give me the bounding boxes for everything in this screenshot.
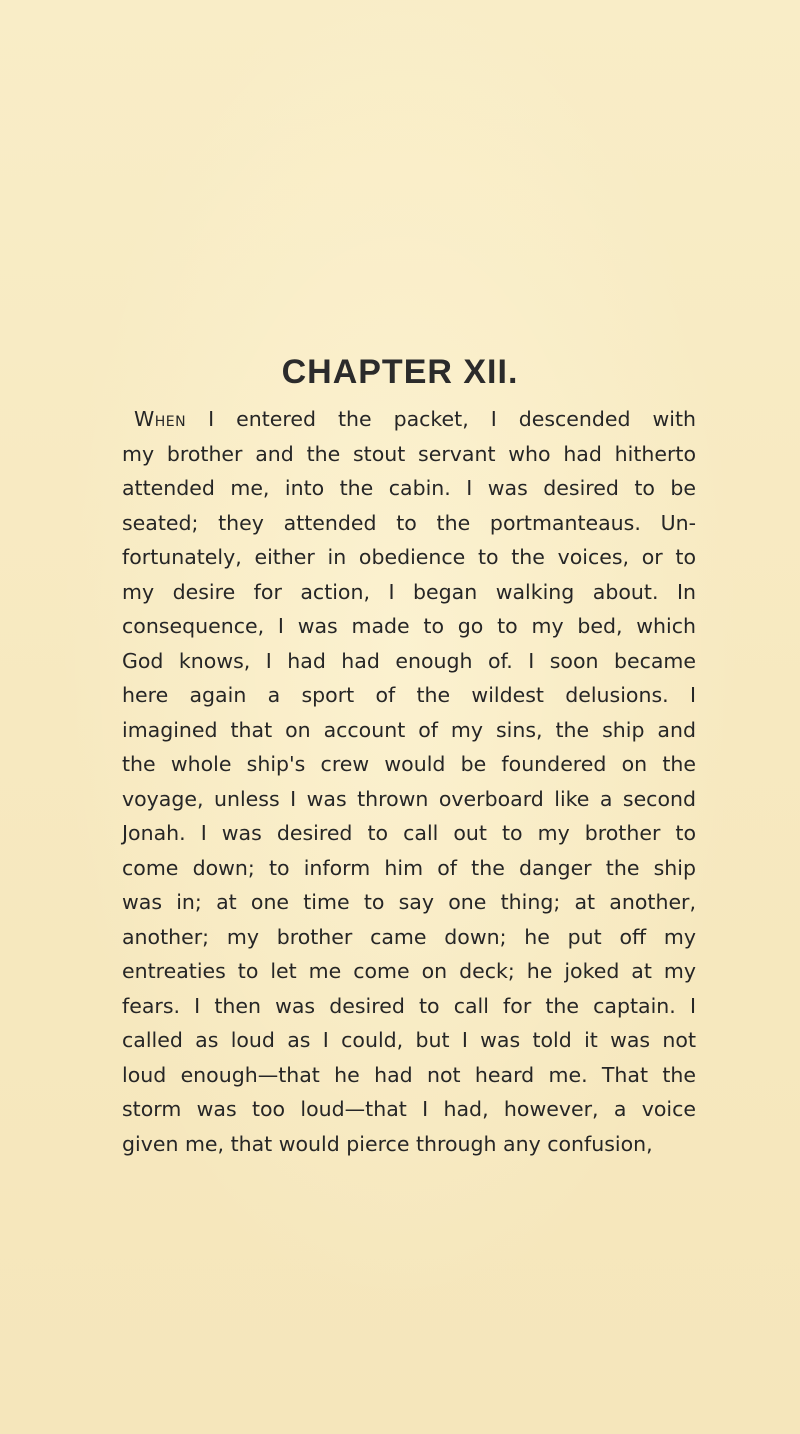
chapter-body (122, 402, 696, 1161)
chapter-title: CHAPTER XII. (281, 353, 519, 391)
text-line: seated; they attended to the portmanteaus. Un- (122, 510, 696, 535)
text-line: my desire for action, I began walking about. In (122, 579, 696, 604)
text-line: called as loud as I could, but I was told it was not (122, 1028, 696, 1052)
text-line: fears. I then was desired to call for the captain. I (122, 993, 696, 1018)
text-line: my brother and the stout servant who had hitherto (122, 441, 696, 466)
text-line: the whole ship's crew would be foundered on the (122, 752, 696, 776)
first-line-text: I entered the packet, I descended with (208, 407, 696, 431)
text-line: given me, that would pierce through any confusion, (122, 1131, 653, 1156)
text-line: another; my brother came down; he put off my (122, 924, 696, 949)
text-line: come down; to inform him of the danger the ship (122, 855, 696, 880)
text-line: Jonah. I was desired to call out to my brother to (122, 821, 696, 845)
text-line: voyage, unless I was thrown overboard like a second (122, 786, 696, 811)
text-line: storm was too loud—that I had, however, a voice (122, 1097, 696, 1121)
text-line: fortunately, either in obedience to the voices, or to (122, 545, 696, 569)
text-line: loud enough—that he had not heard me. That the (122, 1062, 696, 1087)
text-line: God knows, I had had enough of. I soon became (122, 648, 696, 673)
text-line: imagined that on account of my sins, the ship and (122, 717, 696, 742)
text-line: entreaties to let me come on deck; he joked at my (122, 959, 696, 983)
text-line: here again a sport of the wildest delusions. I (122, 683, 696, 707)
lead-word: When (134, 407, 187, 431)
text-line: was in; at one time to say one thing; at another, (122, 890, 696, 914)
text-line: attended me, into the cabin. I was desired to be (122, 476, 696, 500)
text-line: consequence, I was made to go to my bed, which (122, 614, 696, 638)
text-line (122, 402, 696, 437)
